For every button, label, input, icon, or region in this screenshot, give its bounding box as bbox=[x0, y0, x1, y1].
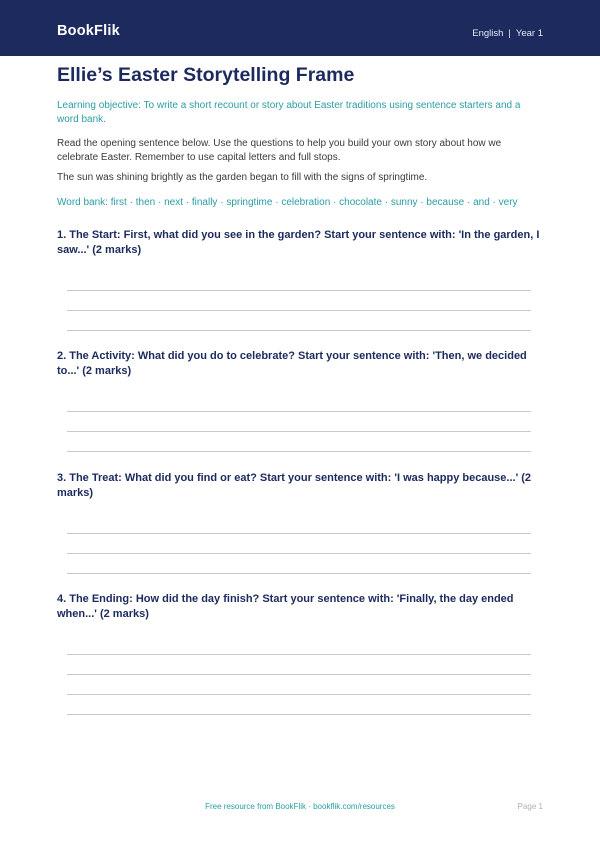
answer-line[interactable] bbox=[67, 330, 531, 331]
page-title: Ellie’s Easter Storytelling Frame bbox=[57, 64, 355, 86]
learning-objective: Learning objective: To write a short recount or story about Easter traditions using sentence starters and a word bank. bbox=[57, 100, 521, 125]
answer-line[interactable] bbox=[67, 573, 531, 574]
answer-line[interactable] bbox=[67, 654, 531, 655]
answer-line[interactable] bbox=[67, 553, 531, 554]
answer-line[interactable] bbox=[67, 694, 531, 695]
answer-line[interactable] bbox=[67, 431, 531, 432]
question-4: 4. The Ending: How did the day finish? Start your sentence with: 'Finally, the day ended when...' (2 marks) bbox=[57, 593, 514, 620]
answer-line[interactable] bbox=[67, 533, 531, 534]
page-header bbox=[0, 0, 600, 56]
brand-logo[interactable]: BookFlik bbox=[57, 23, 120, 39]
instructions-text: Read the opening sentence below. Use the questions to help you build your own story about how we celebrate Easter. Remember to use capital letters and full stops. bbox=[57, 138, 502, 163]
question-3: 3. The Treat: What did you find or eat? Start your sentence with: 'I was happy because...' (2 marks) bbox=[57, 472, 532, 499]
question-1: 1. The Start: First, what did you see in the garden? Start your sentence with: 'In the garden, I saw...' (2 marks) bbox=[57, 229, 540, 256]
year-label: Year 1 bbox=[515, 28, 543, 39]
meta-separator: | bbox=[508, 28, 511, 39]
answer-line[interactable] bbox=[67, 714, 531, 715]
answer-line[interactable] bbox=[67, 411, 531, 412]
question-2: 2. The Activity: What did you do to celebrate? Start your sentence with: 'Then, we decided to...' (2 marks) bbox=[57, 350, 527, 377]
answer-line[interactable] bbox=[67, 290, 531, 291]
answer-line[interactable] bbox=[67, 674, 531, 675]
word-bank: Word bank: first · then · next · finally · springtime · celebration · chocolate · sunny · because · and · very bbox=[57, 197, 518, 208]
answer-line[interactable] bbox=[67, 451, 531, 452]
answer-line[interactable] bbox=[67, 310, 531, 311]
subject-label: English bbox=[472, 28, 504, 39]
footer-link[interactable]: Free resource from BookFlik · bookflik.com/resources bbox=[205, 802, 395, 811]
page-number: Page 1 bbox=[517, 802, 543, 811]
subject-year-label bbox=[472, 28, 543, 39]
opening-sentence: The sun was shining brightly as the garden began to fill with the signs of springtime. bbox=[57, 172, 428, 183]
